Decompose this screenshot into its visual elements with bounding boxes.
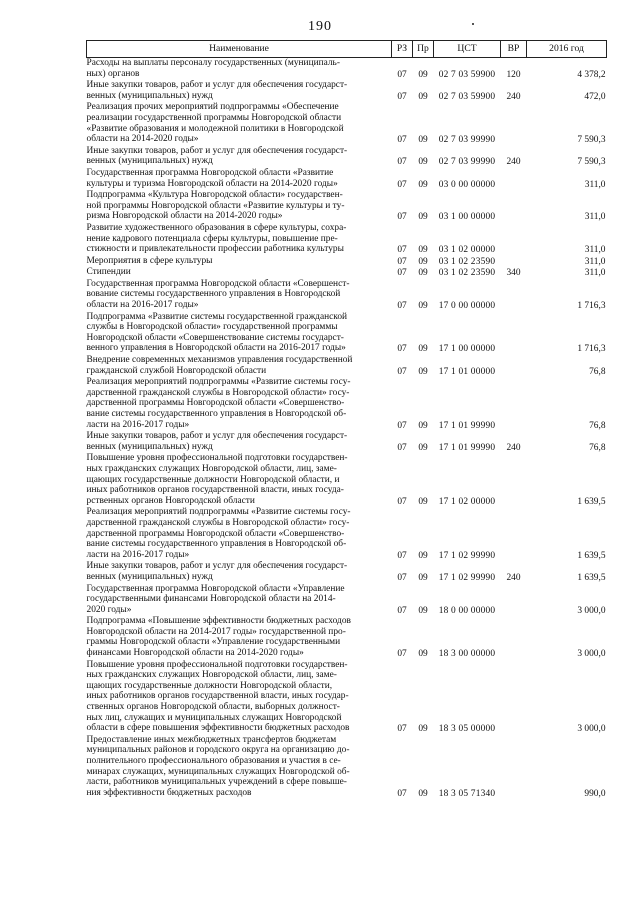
table-row: [87, 223, 607, 256]
row-name: Подпрограмма «Повышение эффективности бюджетных расходов Новгородской области на 2014-2017 годы» государственной про- граммы Новгородской области «Управление государственными финансами Новгородской области на 2014-2020 годы»: [86, 616, 351, 659]
row-sum: 311,0: [584, 212, 606, 223]
row-cst: 17 1 00 00000: [438, 344, 496, 355]
row-name: Реализация прочих мероприятий подпрограммы «Обеспечение реализации государственной программы Новгородской области «Развитие образования и молодежной политики в Новгородской области на 2014-2020 годы»: [86, 102, 344, 145]
row-cst: 03 1 02 23590: [438, 268, 496, 279]
row-rz: 07: [397, 256, 407, 267]
row-cst: 03 1 02 23590: [438, 256, 496, 267]
row-sum: 7 590,3: [577, 157, 606, 168]
row-pr: 09: [418, 301, 428, 312]
row-name: Внедрение современных механизмов управления государственной гражданской службой Новгородской области: [86, 355, 353, 376]
row-sum: 76,8: [589, 366, 606, 377]
row-pr: 09: [418, 550, 428, 561]
row-sum: 1 639,5: [577, 496, 606, 507]
row-cst: 02 7 03 99990: [438, 135, 496, 146]
row-name: Государственная программа Новгородской области «Совершенст- вование системы государственного управления в Новгородской области на 2016-2017 годы»: [86, 278, 350, 311]
row-sum: 472,0: [584, 91, 606, 102]
row-rz: 07: [397, 212, 407, 223]
table-row: [87, 279, 607, 312]
row-sum: 1 716,3: [577, 344, 606, 355]
row-rz: 07: [397, 268, 407, 279]
table-row: [87, 102, 607, 145]
scan-dot: [472, 23, 474, 25]
row-cst: 03 1 00 00000: [438, 212, 496, 223]
row-pr: 09: [418, 135, 428, 146]
header-pr: Пр: [413, 41, 434, 58]
row-sum: 3 000,0: [577, 605, 606, 616]
table-row: [87, 355, 607, 377]
row-name: Иные закупки товаров, работ и услуг для обеспечения государст- венных (муниципальных) нужд: [86, 145, 348, 167]
row-sum: 76,8: [589, 420, 606, 431]
row-rz: 07: [397, 135, 407, 146]
row-pr: 09: [418, 572, 428, 583]
row-sum: 1 716,3: [577, 301, 606, 312]
table-row: [87, 146, 607, 168]
row-sum: 311,0: [584, 245, 606, 256]
row-vr: [501, 735, 527, 800]
row-rz: 07: [397, 724, 407, 735]
table-row: [87, 660, 607, 735]
table-row: [87, 256, 607, 268]
table-body: [87, 58, 607, 800]
row-name: Подпрограмма «Культура Новгородской области» государствен- ной программы Новгородской области «Развитие культуры и ту- ризма Новгородской области на 2014-2020 годы»: [86, 190, 345, 222]
row-cst: 18 3 05 00000: [438, 724, 496, 735]
row-cst: 02 7 03 99990: [438, 157, 496, 168]
table-header-row: [87, 41, 607, 58]
row-name: Повышение уровня профессиональной подготовки государствен- ных гражданских служащих Новгородской области, лиц, заме- щающих государственные должности Новгородской области, иных работников органов государственной власти, иных государ- ственных органов Новгородской области, выборных должност- ных лиц, служащих и муниципальных служащих Новгородской области в сфере повышения эффективности бюджетных расходов: [86, 659, 350, 734]
row-rz: 07: [397, 344, 407, 355]
row-name: Развитие художественного образования в сфере культуры, сохра- нение кадрового потенциала сферы культуры, повышение пре- стижности и привлекательности профессии работника культуры: [86, 222, 347, 255]
table-row: [87, 616, 607, 659]
row-sum: 3 000,0: [577, 724, 606, 735]
row-vr: [501, 256, 527, 268]
table-row: [87, 312, 607, 355]
row-rz: 07: [397, 69, 407, 80]
row-rz: 07: [397, 649, 407, 660]
table-row: [87, 735, 607, 800]
row-rz: 07: [397, 788, 407, 799]
row-vr: [501, 584, 527, 617]
row-vr: 240: [506, 91, 521, 102]
row-vr: [501, 355, 527, 377]
row-vr: [501, 507, 527, 561]
row-name: Повышение уровня профессиональной подготовки государствен- ных гражданских служащих Новгородской области, лиц, заме- щающих государственные должности Новгородской области, и иных работников органов государственной власти, иных госуда- рственных органов Новгородской области: [86, 453, 348, 506]
row-cst: 17 1 02 99990: [438, 550, 496, 561]
row-pr: 09: [418, 179, 428, 190]
row-pr: 09: [418, 256, 428, 267]
row-vr: 240: [506, 157, 521, 168]
row-vr: 340: [506, 268, 521, 279]
table-row: [87, 453, 607, 507]
row-name: Стипендии: [86, 267, 131, 278]
row-cst: 03 0 00 00000: [438, 179, 496, 190]
table-row: [87, 168, 607, 190]
row-sum: 311,0: [584, 268, 606, 279]
table-row: [87, 584, 607, 617]
row-rz: 07: [397, 91, 407, 102]
row-pr: 09: [418, 91, 428, 102]
row-cst: 02 7 03 59900: [438, 91, 496, 102]
header-year: 2016 год: [527, 41, 607, 58]
row-vr: [501, 168, 527, 190]
row-name: Реализация мероприятий подпрограммы «Развитие системы госу- дарственной гражданской службы в Новгородской области» госу- дарственной программы Новгородской области «Совершенство- вание системы государственного управления в Новгородской об- ласти на 2016-2017 годы»: [86, 377, 351, 430]
row-name: Государственная программа Новгородской области «Развитие культуры и туризма Новгородской области на 2014-2020 годы»: [86, 167, 338, 189]
row-rz: 07: [397, 420, 407, 431]
row-vr: [501, 190, 527, 223]
row-cst: 18 3 05 71340: [438, 788, 496, 799]
row-rz: 07: [397, 301, 407, 312]
row-name: Иные закупки товаров, работ и услуг для обеспечения государст- венных (муниципальных) нужд: [86, 561, 348, 582]
row-pr: 09: [418, 649, 428, 660]
row-sum: 990,0: [584, 788, 606, 799]
row-name: Реализация мероприятий подпрограммы «Развитие системы госу- дарственной гражданской службы в Новгородской области» госу- дарственной программы Новгородской области «Совершенство- вание системы государственного управления в Новгородской об- ласти на 2016-2017 годы»: [86, 507, 351, 560]
row-cst: 03 1 02 00000: [438, 245, 496, 256]
row-name: Иные закупки товаров, работ и услуг для обеспечения государст- венных (муниципальных) нужд: [86, 80, 348, 101]
row-name: Государственная программа Новгородской области «Управление государственными финансами Новгородской области на 2014- 2020 годы»: [86, 583, 345, 615]
row-vr: [501, 377, 527, 431]
row-vr: [501, 616, 527, 659]
row-pr: 09: [418, 268, 428, 279]
row-cst: 17 1 01 00000: [438, 366, 496, 377]
page-number: 190: [308, 19, 332, 34]
header-name: Наименование: [87, 41, 392, 58]
row-cst: 17 1 01 99990: [438, 442, 496, 453]
row-name: Предоставление иных межбюджетных трансфертов бюджетам муниципальных районов и городского округа на организацию до- полнительного профессионального образования и участия в се- минарах служащих, муниципальных служащих Новгородской об- ласти, работников муниципальных учреждений в сфере повыше- ния эффективности бюджетных расходов: [86, 734, 350, 798]
row-pr: 09: [418, 344, 428, 355]
table-row: [87, 267, 607, 279]
row-pr: 09: [418, 69, 428, 80]
table-row: [87, 58, 607, 81]
row-pr: 09: [418, 496, 428, 507]
row-sum: 3 000,0: [577, 649, 606, 660]
row-cst: 17 1 02 00000: [438, 496, 496, 507]
row-pr: 09: [418, 788, 428, 799]
header-rz: РЗ: [392, 41, 413, 58]
row-pr: 09: [418, 442, 428, 453]
row-cst: 17 0 00 00000: [438, 301, 496, 312]
row-name: Мероприятия в сфере культуры: [86, 255, 213, 266]
row-vr: 120: [506, 69, 521, 80]
table-row: [87, 80, 607, 102]
header-vr: ВР: [501, 41, 527, 58]
row-pr: 09: [418, 245, 428, 256]
table-row: [87, 190, 607, 223]
row-rz: 07: [397, 157, 407, 168]
row-name: Иные закупки товаров, работ и услуг для обеспечения государст- венных (муниципальных) нужд: [86, 431, 348, 452]
row-cst: 18 3 00 00000: [438, 649, 496, 660]
row-pr: 09: [418, 420, 428, 431]
row-rz: 07: [397, 550, 407, 561]
row-name: Расходы на выплаты персоналу государственных (муниципаль- ных) органов: [86, 58, 340, 79]
row-vr: [501, 453, 527, 507]
row-sum: 311,0: [584, 179, 606, 190]
row-cst: 02 7 03 59900: [438, 69, 496, 80]
row-rz: 07: [397, 366, 407, 377]
row-pr: 09: [418, 605, 428, 616]
row-sum: 311,0: [584, 256, 606, 267]
row-vr: [501, 223, 527, 256]
row-pr: 09: [418, 212, 428, 223]
table-row: [87, 431, 607, 453]
row-pr: 09: [418, 724, 428, 735]
row-sum: 1 639,5: [577, 550, 606, 561]
table-row: [87, 507, 607, 561]
row-cst: 17 1 01 99990: [438, 420, 496, 431]
row-cst: 18 0 00 00000: [438, 605, 496, 616]
row-sum: 4 378,2: [577, 69, 606, 80]
row-vr: [501, 279, 527, 312]
row-rz: 07: [397, 605, 407, 616]
row-vr: [501, 660, 527, 735]
row-rz: 07: [397, 572, 407, 583]
table-row: [87, 377, 607, 431]
row-vr: 240: [506, 572, 521, 583]
row-pr: 09: [418, 366, 428, 377]
row-pr: 09: [418, 157, 428, 168]
row-cst: 17 1 02 99990: [438, 572, 496, 583]
row-rz: 07: [397, 442, 407, 453]
row-sum: 7 590,3: [577, 135, 606, 146]
table-row: [87, 561, 607, 583]
budget-table: [86, 40, 607, 799]
row-name: Подпрограмма «Развитие системы государственной гражданской службы в Новгородской области» государственной программы Новгородской области «Совершенствование системы государст- венного управления в Новгородской области на 2016-2017 годы»: [86, 311, 348, 354]
row-rz: 07: [397, 245, 407, 256]
row-sum: 1 639,5: [577, 572, 606, 583]
row-rz: 07: [397, 496, 407, 507]
header-cst: ЦСТ: [434, 41, 501, 58]
row-vr: [501, 102, 527, 145]
row-rz: 07: [397, 179, 407, 190]
row-sum: 76,8: [589, 442, 606, 453]
row-vr: 240: [506, 442, 521, 453]
row-vr: [501, 312, 527, 355]
